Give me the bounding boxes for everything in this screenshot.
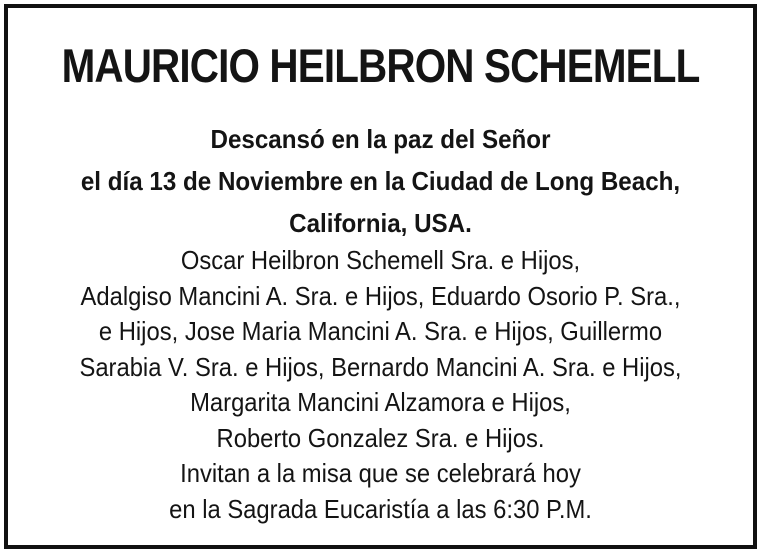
family-line: Sarabia V. Sra. e Hijos, Bernardo Mancini A. Sra. e Hijos,	[79, 351, 682, 382]
family-line: Margarita Mancini Alzamora e Hijos,	[190, 387, 571, 417]
deceased-name: MAURICIO HEILBRON SCHEMELL	[61, 39, 700, 92]
mass-invitation-line: en la Sagrada Eucaristía a las 6:30 P.M.	[169, 493, 592, 524]
family-line: Adalgiso Mancini A. Sra. e Hijos, Eduardo Osorio P. Sra.,	[80, 280, 681, 311]
obituary-notice	[4, 4, 757, 549]
announcement-line: California, USA.	[289, 208, 472, 238]
family-and-mass-invitation	[40, 243, 722, 527]
family-line: e Hijos, Jose Maria Mancini A. Sra. e Hijos, Guillermo	[98, 316, 663, 346]
family-line: Oscar Heilbron Schemell Sra. e Hijos,	[180, 245, 581, 275]
family-line: Roberto Gonzalez Sra. e Hijos.	[216, 422, 545, 453]
announcement-line: Descansó en la paz del Señor	[210, 124, 551, 154]
mass-invitation-line: Invitan a la misa que se celebrará hoy	[180, 458, 581, 488]
death-announcement	[34, 118, 727, 244]
announcement-line: el día 13 de Noviembre en la Ciudad de Long Beach,	[80, 166, 681, 196]
